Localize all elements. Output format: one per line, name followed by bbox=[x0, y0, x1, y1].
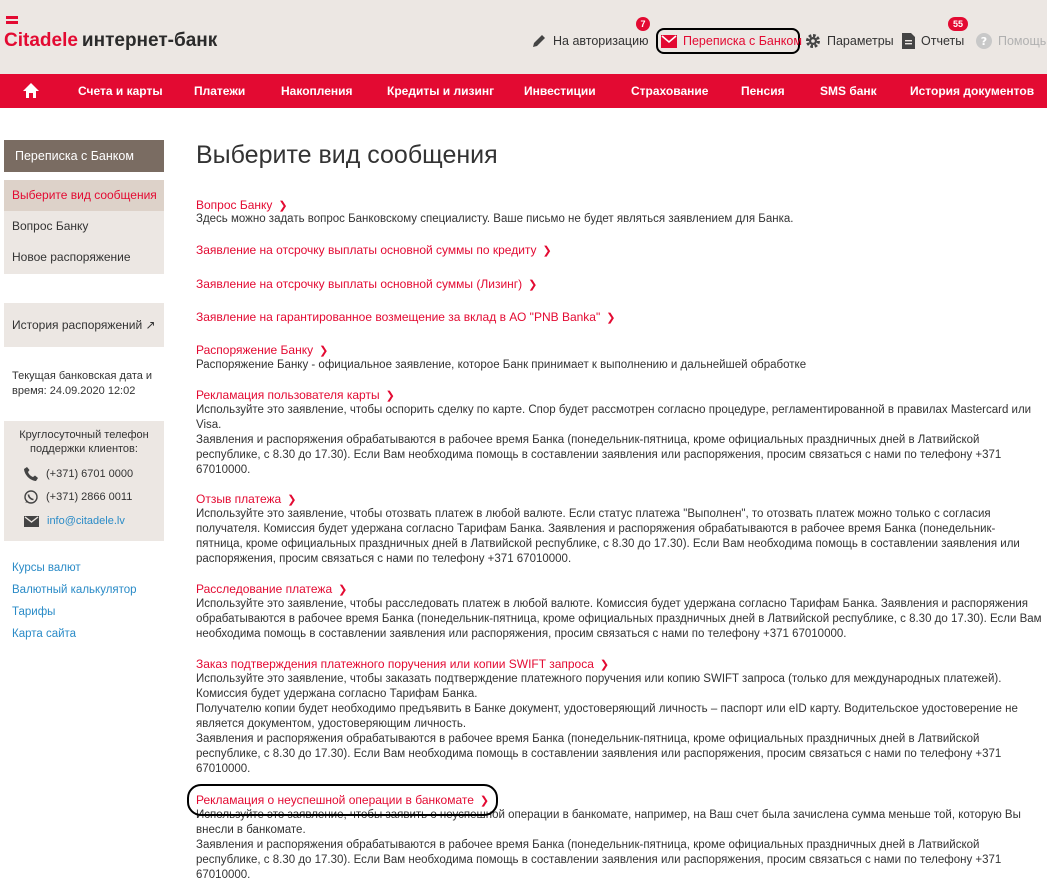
chevron-right-icon: ❯ bbox=[528, 279, 538, 291]
chevron-right-icon: ❯ bbox=[385, 390, 395, 402]
phone-icon bbox=[24, 467, 38, 481]
sidebar-item-new-order[interactable]: Новое распоряжение bbox=[12, 250, 131, 264]
nav-sms-bank[interactable]: SMS банк bbox=[820, 84, 877, 98]
sidebar-item-choose-message-type[interactable]: Выберите вид сообщения bbox=[4, 180, 164, 211]
sidebar-links bbox=[12, 561, 137, 649]
logo-suffix: интернет-банк bbox=[81, 30, 218, 51]
entry-payment-investigation[interactable]: Расследование платежа ❯ bbox=[196, 582, 348, 596]
phone-number-2[interactable]: (+371) 2866 0011 bbox=[24, 488, 132, 506]
chevron-right-icon: ❯ bbox=[278, 200, 288, 212]
bank-correspondence-link[interactable]: Переписка с Банком bbox=[656, 28, 800, 54]
chevron-right-icon: ❯ bbox=[606, 312, 616, 324]
parameters-link[interactable]: Параметры bbox=[805, 28, 894, 54]
logo-mark-icon bbox=[6, 16, 18, 26]
entry-payment-recall[interactable]: Отзыв платежа ❯ bbox=[196, 492, 297, 506]
main-navigation bbox=[0, 74, 1047, 108]
mail-count-badge: 7 bbox=[636, 17, 650, 31]
entry-swift-confirmation[interactable]: Заказ подтверждения платежного поручения или копии SWIFT запроса ❯ bbox=[196, 657, 610, 671]
link-currency-calculator[interactable]: Валютный калькулятор bbox=[12, 584, 137, 596]
nav-pension[interactable]: Пенсия bbox=[741, 84, 785, 98]
gear-icon bbox=[805, 33, 821, 49]
entry-question-to-bank[interactable]: Вопрос Банку ❯ bbox=[196, 198, 288, 212]
entry-order-to-bank[interactable]: Распоряжение Банку ❯ bbox=[196, 343, 329, 357]
chevron-right-icon: ❯ bbox=[542, 245, 552, 257]
entry-desc: Распоряжение Банку - официальное заявление, которое Банк принимает к выполнению и дальнейшей обработке bbox=[196, 359, 807, 371]
entry-card-claim[interactable]: Рекламация пользователя карты ❯ bbox=[196, 388, 395, 402]
link-exchange-rates[interactable]: Курсы валют bbox=[12, 562, 81, 574]
sidebar-item-order-history[interactable]: История распоряжений ↗ bbox=[4, 303, 164, 347]
sidebar-menu bbox=[4, 180, 164, 274]
bank-date-time: Текущая банковская дата и время: 24.09.2020 12:02 bbox=[12, 370, 153, 397]
entry-pnb-compensation[interactable]: Заявление на гарантированное возмещение за вклад в АО "PNB Banka" ❯ bbox=[196, 310, 616, 324]
support-email[interactable]: info@citadele.lv bbox=[24, 512, 125, 530]
entry-desc: Здесь можно задать вопрос Банковскому специалисту. Ваше письмо не будет являться заявлением для Банка. bbox=[196, 213, 794, 225]
logo-brand: Citadele bbox=[4, 30, 78, 51]
nav-accounts-cards[interactable]: Счета и карты bbox=[78, 84, 163, 98]
chevron-right-icon: ❯ bbox=[599, 659, 610, 671]
document-icon bbox=[902, 33, 915, 49]
entry-desc: Используйте это заявление, чтобы заявить о неуспешной операции в банкомате, например, на Ваш счет была зачислена сумма меньше той, которую Вы внесли в банкомате. Заявления и распоряжения обрабатываются в рабочее время Банка (понедельник-пятница, кроме официальных праздничных дней в Латвийской республике, с 8.30 до 17.30). Если Вам необходима помощь в составлении заявления или распоряжения, просим связаться с нами по телефону +371 67010000. bbox=[196, 809, 1021, 881]
chevron-right-icon: ❯ bbox=[287, 494, 297, 506]
envelope-icon bbox=[661, 35, 677, 48]
chevron-right-icon: ❯ bbox=[319, 345, 329, 357]
chevron-right-icon: ❯ bbox=[338, 584, 348, 596]
nav-insurance[interactable]: Страхование bbox=[631, 84, 709, 98]
support-contacts bbox=[4, 421, 164, 541]
page-title: Выберите вид сообщения bbox=[196, 141, 498, 169]
sidebar-title: Переписка с Банком bbox=[4, 140, 164, 172]
nav-savings[interactable]: Накопления bbox=[281, 84, 353, 98]
envelope-icon bbox=[24, 516, 39, 527]
help-link[interactable]: ? Помощь bbox=[976, 28, 1046, 54]
phone-number-1[interactable]: (+371) 6701 0000 bbox=[24, 465, 133, 483]
highlight-outline bbox=[187, 784, 498, 816]
nav-document-history[interactable]: История документов bbox=[910, 84, 1035, 98]
entry-desc: Используйте это заявление, чтобы расследовать платеж в любой валюте. Комиссия будет удержана согласно Тарифам Банка. Заявления и распоряжения обрабатываются в рабочее время Банка (понедельник-пятница, кроме официальных праздничных дней в Латвийской республике, с 8.30 до 17.30). Если Вам необходима помощь в составлении заявления или распоряжения, просим связаться с нами по телефону +371 67010000. bbox=[196, 598, 1042, 640]
entry-loan-deferral[interactable]: Заявление на отсрочку выплаты основной суммы по кредиту ❯ bbox=[196, 243, 552, 257]
entry-atm-claim[interactable]: Рекламация о неуспешной операции в банкомате ❯ bbox=[196, 793, 490, 807]
chevron-right-icon: ❯ bbox=[479, 795, 490, 807]
nav-payments[interactable]: Платежи bbox=[194, 84, 246, 98]
entry-desc: Используйте это заявление, чтобы заказать подтверждение платежного поручения или копию SWIFT запроса (только для международных платежей). Комиссия будет удержана согласно Тарифам Банка. Получателю копии будет необходимо предъявить в Банке документ, удостоверяющий личность – паспорт или eID карту. Водительское удостоверение не является документом, удостоверяющим личность. Заявления и распоряжения обрабатываются в рабочее время Банка (понедельник-пятница, кроме официальных праздничных дней в Латвийской республике, с 8.30 до 17.30). Если Вам необходима помощь в составлении заявления или распоряжения, просим связаться с нами по телефону +371 67010000. bbox=[196, 673, 1018, 775]
nav-loans-leasing[interactable]: Кредиты и лизинг bbox=[387, 84, 495, 98]
entry-leasing-deferral[interactable]: Заявление на отсрочку выплаты основной суммы (Лизинг) ❯ bbox=[196, 277, 538, 291]
home-icon[interactable] bbox=[22, 82, 40, 100]
pencil-icon bbox=[531, 33, 547, 49]
link-tariffs[interactable]: Тарифы bbox=[12, 606, 56, 618]
svg-text:?: ? bbox=[980, 35, 988, 48]
authorization-link[interactable]: На авторизацию bbox=[531, 28, 648, 54]
whatsapp-icon bbox=[24, 490, 38, 504]
entry-desc: Используйте это заявление, чтобы оспорить сделку по карте. Спор будет рассмотрен согласно процедуре, регламентированной в правилах Mastercard или Visa. Заявления и распоряжения обрабатываются в рабочее время Банка (понедельник-пятница, кроме официальных праздничных дней в Латвийской республике, с 8.30 до 17.30). Если Вам необходима помощь в составлении заявления или распоряжения, просим связаться с нами по телефону +371 67010000. bbox=[196, 404, 1032, 476]
nav-investments[interactable]: Инвестиции bbox=[524, 84, 596, 98]
entry-desc: Используйте это заявление, чтобы отозвать платеж в любой валюте. Если статус платежа "Выполнен", то отозвать платеж можно только с согласия получателя. Комиссия будет удержана согласно Тарифам Банка. Заявления и распоряжения обрабатываются в рабочее время Банка (понедельник-пятница, кроме официальных праздничных дней в Латвийской республике, с 8.30 до 17.30). Если Вам необходима помощь в составлении заявления или распоряжения, просим связаться с нами по телефону +371 67010000. bbox=[196, 508, 1020, 565]
support-title: Круглосуточный телефон поддержки клиентов: bbox=[19, 429, 149, 455]
reports-link[interactable]: Отчеты bbox=[902, 28, 964, 54]
sidebar-item-question-to-bank[interactable]: Вопрос Банку bbox=[12, 219, 89, 233]
link-site-map[interactable]: Карта сайта bbox=[12, 628, 77, 640]
reports-count-badge: 55 bbox=[948, 17, 968, 31]
top-header bbox=[0, 0, 1047, 74]
question-circle-icon bbox=[976, 33, 992, 49]
